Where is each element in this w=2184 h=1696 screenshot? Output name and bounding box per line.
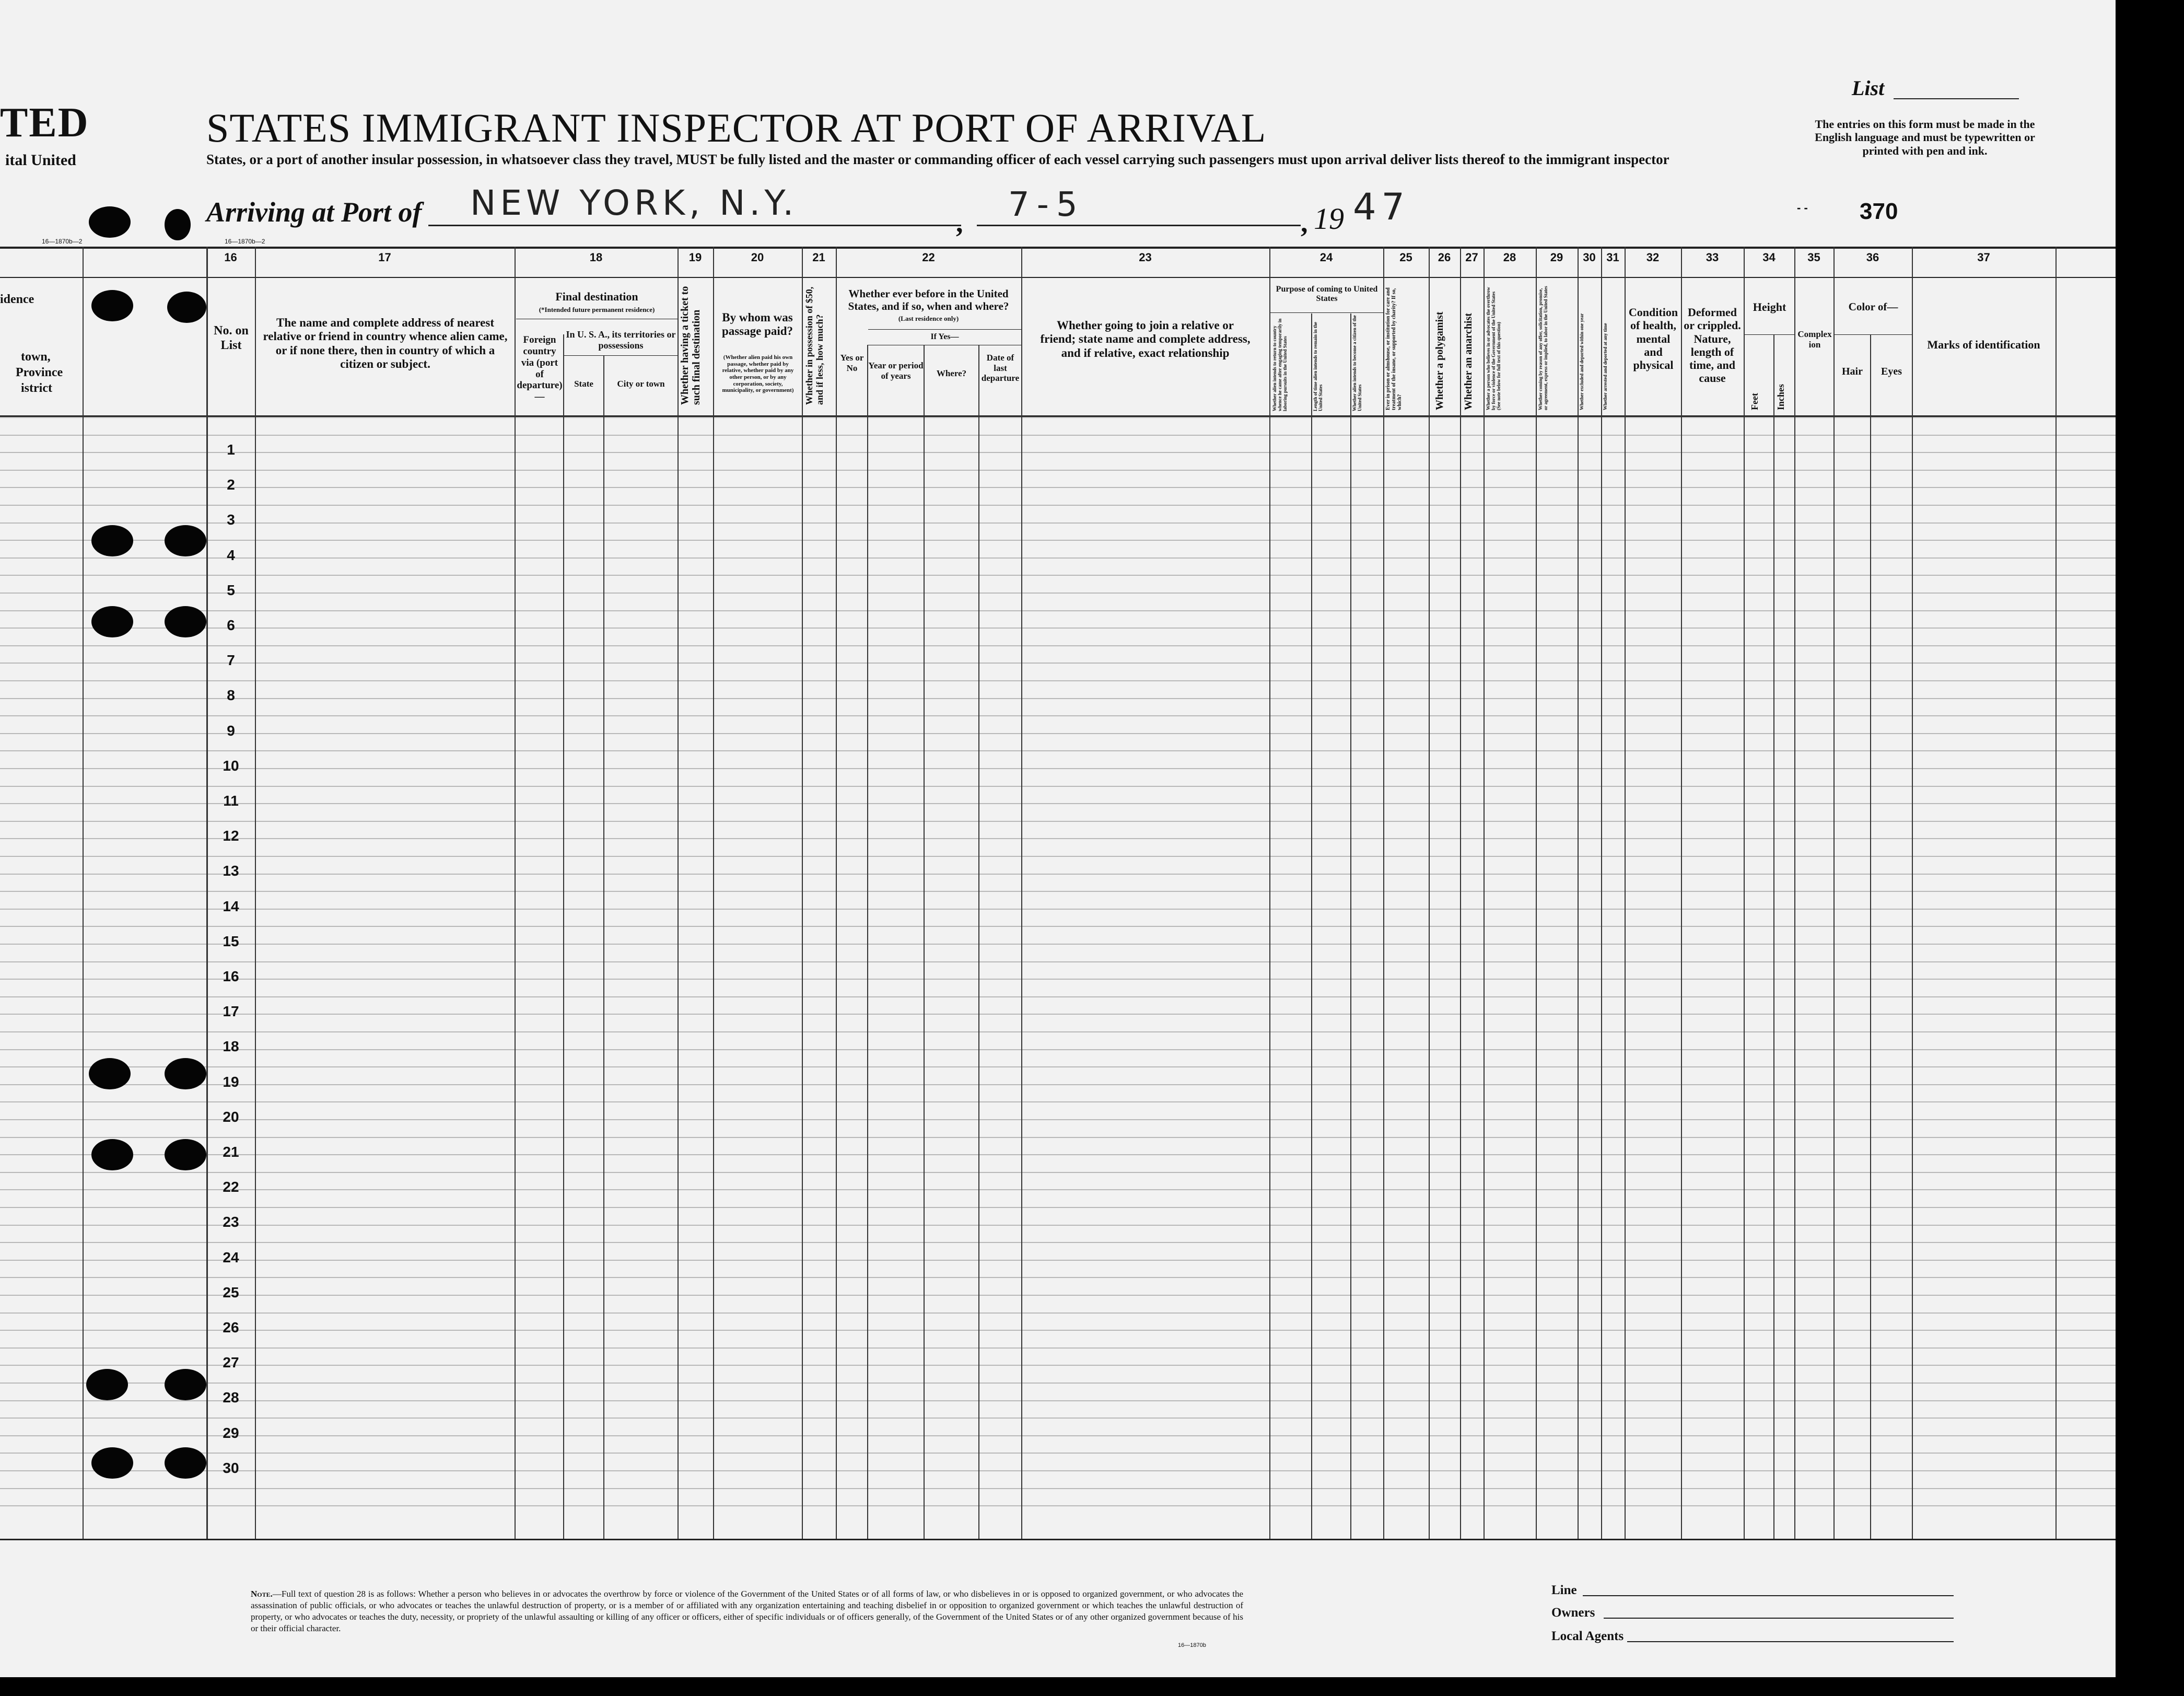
col-number: 18 [589,251,603,264]
residence-fragment: idence [0,293,34,306]
header-yes-or-no: Yes or No [840,353,864,373]
punch-hole [165,1447,206,1479]
col-number: 32 [1646,251,1660,264]
col-number: 25 [1399,251,1412,264]
col-divider [1870,334,1871,1539]
row-number: 30 [223,1459,239,1476]
footer-note-text: —Full text of question 28 is as follows: Whether a person who believes in or advocates the overthrow by force or violence of the Government of the United States or of all forms of law, or who disbelieves in or is opposed to organized government, or who advocates the assassination of public officials, or who advocates or teaches the unlawful destruction of property, or is a member of or affiliated with any organization entertaining and teaching disbelief in or opposition to organized government or which teaches the unlawful destruction of property, or who advocates or teaches the duty, necessity, or propriety of the unlawful assaulting or killing of any officer or officers, either of specific individuals or of officers generally, of the Government of the United States or of any other organized government because of his or their official character. [251,1589,1243,1634]
row-number: 26 [223,1319,239,1335]
row-rule [0,1488,2116,1489]
col-divider [1681,247,1682,1539]
form-code-mid: 16—1870b—2 [225,238,265,245]
list-number-line [1894,98,2019,99]
row-rule [0,1084,2116,1085]
col-number: 37 [1977,251,1990,264]
col-divider [1833,247,1835,1539]
date-handwritten: 7-5 [1008,185,1085,224]
col-divider [563,334,564,1539]
row-rule [0,1312,2116,1314]
row-rule [0,1347,2116,1349]
town-fragment: town, [21,350,51,364]
row-rule [0,610,2116,611]
row-rule [0,540,2116,541]
header-city-or-town: City or town [617,379,665,389]
col-divider [1269,247,1270,1539]
form-instructions: The entries on this form must be made in the English language and must be typewritten or printed with pen and ink. [1815,118,2035,157]
row-rule [0,1435,2116,1436]
row-number: 29 [223,1424,239,1441]
row-number: 18 [223,1038,239,1055]
subheader-line [868,329,1021,330]
row-rule [0,979,2116,980]
row-rule [0,944,2116,945]
row-rule [0,838,2116,839]
col-divider [802,247,803,1539]
row-number: 15 [223,933,239,949]
column-number-divider [0,277,2116,278]
row-rule [0,1418,2116,1419]
col-divider [867,345,868,1539]
row-rule [0,891,2116,892]
footer-note [251,1588,1243,1634]
header-excluded: Whether excluded and deported within one year [1579,313,1584,410]
header-last-residence: (Last residence only) [898,315,959,322]
row-number: 20 [223,1108,239,1125]
province-fragment: Province [16,366,63,379]
row-number: 23 [223,1214,239,1230]
punch-hole [165,525,206,556]
header-date-last-departure: Date of last departure [981,353,1020,384]
row-rule [0,786,2116,787]
header-overthrow: Whether a person who believes in or advocates the overthrow by force or violence of the Government of the United States (See note below for full text of this question) [1486,287,1501,410]
col-divider [1625,247,1626,1539]
col-divider [1744,247,1745,1539]
row-rule [0,1453,2116,1454]
punch-hole [167,292,206,323]
row-rule [0,874,2116,875]
header-in-usa: In U. S. A., its territories or possessions [566,329,676,351]
punch-hole [165,1369,206,1400]
header-purpose-citizen: Whether alien intends to become a citizen of the United States [1352,315,1362,411]
row-rule [0,417,2116,418]
table-top-border [0,247,2116,249]
footer-line-rule [1583,1595,1954,1596]
punch-hole [89,1058,131,1089]
district-fragment: istrict [21,381,52,395]
row-number: 9 [227,722,235,739]
footer-line-label: Line [1551,1583,1577,1597]
row-rule [0,698,2116,699]
col-divider [713,247,714,1539]
col-divider [1773,334,1774,1539]
header-color-of: Color of— [1848,300,1898,313]
header-passage-paid: By whom was passage paid? [721,311,793,338]
col-divider [1536,247,1537,1539]
row-rule [0,715,2116,716]
col-number: 16 [224,251,237,264]
sheet-dots: - - [1797,201,1808,214]
header-arrested: Whether arrested and deported at any time [1603,323,1608,410]
row-number: 3 [227,512,235,528]
row-number: 10 [223,757,239,774]
row-rule [0,750,2116,751]
punch-hole [165,1058,206,1089]
row-number: 14 [223,898,239,914]
col-divider [1601,247,1602,1539]
col-number: 31 [1606,251,1619,264]
footer-owners-label: Owners [1551,1606,1595,1620]
header-polygamist: Whether a polygamist [1434,311,1445,410]
row-rule [0,1066,2116,1067]
col-divider [603,355,604,1539]
row-rule [0,1383,2116,1384]
header-if-yes: If Yes— [930,332,959,341]
row-rule [0,1207,2116,1208]
col-divider [678,247,679,1539]
row-number: 21 [223,1144,239,1160]
col-number: 19 [688,251,702,264]
header-final-destination: Final destination [555,290,638,303]
row-number: 5 [227,582,235,598]
row-rule [0,680,2116,681]
row-number: 2 [227,477,235,493]
row-rule [0,1242,2116,1243]
header-deformed: Deformed or crippled. Nature, length of time, and cause [1684,306,1741,385]
header-foreign-country: Foreign country via (port of departure)— [517,334,563,403]
row-rule [0,961,2116,962]
footer-agents-label: Local Agents [1551,1629,1624,1643]
col-number: 26 [1438,251,1451,264]
col-divider [1383,247,1384,1539]
subheader-line [1745,334,1794,335]
col-divider [1484,247,1485,1539]
title-fragment-left: TED [0,100,89,146]
row-rule [0,1119,2116,1120]
header-feet: Feet [1749,393,1760,410]
row-rule [0,628,2116,629]
row-number: 27 [223,1354,239,1371]
row-number: 22 [223,1179,239,1195]
punch-hole [91,290,133,321]
header-hair: Hair [1842,366,1863,377]
col-divider [515,247,516,1539]
table-bottom-border [0,1539,2116,1540]
header-complexion: Complexion [1797,329,1832,350]
row-rule [0,487,2116,488]
date-line [977,225,1301,226]
col-divider [255,247,256,1539]
row-rule [0,1137,2116,1138]
col-number: 34 [1762,251,1776,264]
header-ticket: Whether having a ticket to such final destination [679,286,702,405]
header-condition-health: Condition of health, mental and physical [1628,306,1678,372]
subheader-line [1270,312,1383,313]
list-label: List [1852,76,1885,100]
punch-hole [89,206,131,238]
row-rule [0,803,2116,804]
col-divider [1429,247,1430,1539]
row-rule [0,1101,2116,1102]
col-number: 20 [751,251,764,264]
year-handwritten: 47 [1353,185,1410,228]
row-number: 8 [227,687,235,704]
header-prison: Ever in prison or almshouse, or institution for care and treatment of the insane, or supported by charity? If so, which? [1385,287,1403,410]
sheet-number: 370 [1860,199,1898,224]
header-purpose-return: Whether alien intends to return to country whence he came after engaging temporarily in laboring pursuits in the United States [1272,318,1288,411]
header-nearest-relative: The name and complete address of nearest relative or friend in country whence alien came, or if none there, then in country of which a citizen or subject. [263,316,508,371]
header-anarchist: Whether an anarchist [1463,313,1474,410]
row-rule [0,1400,2116,1401]
subheader-line [564,355,678,356]
form-code-left: 16—1870b—2 [42,238,83,245]
header-purpose: Purpose of coming to United States [1276,285,1378,304]
punch-hole [91,1139,133,1170]
arriving-label: Arriving at Port of [206,196,422,228]
col-number: 22 [922,251,935,264]
row-rule [0,645,2116,646]
header-marks-identification: Marks of identification [1927,338,2040,351]
row-number: 6 [227,617,235,633]
header-passage-paid-note: (Whether alien paid his own passage, whether paid by relative, whether paid by any other person, or by any corporation, society, municipality, or government) [722,354,794,394]
header-inches: Inches [1776,384,1786,410]
col-divider [1021,247,1022,1539]
row-number: 7 [227,652,235,669]
port-line [428,225,961,226]
row-rule [0,1031,2116,1032]
row-number: 13 [223,863,239,879]
footer-form-code: 16—1870b [1178,1642,1206,1648]
col-divider [83,247,84,1539]
row-rule [0,733,2116,734]
row-number: 28 [223,1389,239,1406]
row-rule [0,1172,2116,1173]
row-rule [0,575,2116,576]
punch-hole [165,209,191,240]
col-number: 33 [1706,251,1719,264]
header-final-destination-note: (*Intended future permanent residence) [539,306,655,313]
punch-hole [91,606,133,637]
row-rule [0,522,2116,524]
row-rule [0,1225,2116,1226]
col-divider [1460,247,1461,1539]
col-number: 30 [1583,251,1596,264]
row-rule [0,557,2116,559]
row-rule [0,663,2116,664]
col-number: 24 [1319,251,1333,264]
page-title: STATES IMMIGRANT INSPECTOR AT PORT OF ARRIVAL [206,105,1267,150]
header-labor-offer: Whether coming by reason of any offer, solicitation, promise, or agreement, express or implied, to labor in the United States [1538,286,1548,410]
row-number: 4 [227,547,235,563]
col-number: 36 [1866,251,1879,264]
row-rule [0,768,2116,769]
subtitle-fragment-left: ital United [5,152,76,169]
row-rule [0,1049,2116,1050]
row-number: 16 [223,968,239,984]
col-number: 27 [1465,251,1478,264]
header-year-or-period: Year or period of years [868,361,924,381]
row-rule [0,1189,2116,1190]
year-prefix: 19 [1314,202,1344,236]
footer-agents-rule [1627,1641,1954,1642]
row-number: 19 [223,1073,239,1090]
row-number: 17 [223,1003,239,1020]
col-number: 23 [1139,251,1152,264]
comma-separator: , [956,207,963,238]
punch-hole [165,1139,206,1170]
col-divider [836,247,837,1539]
row-rule [0,1470,2116,1471]
col-divider [978,345,979,1539]
col-number: 17 [378,251,391,264]
row-number: 24 [223,1249,239,1265]
header-ever-before: Whether ever before in the United States, and if so, when and where? [848,287,1009,313]
col-divider [924,345,925,1539]
row-rule [0,452,2116,453]
row-rule [0,1295,2116,1296]
port-handwritten: NEW YORK, N.Y. [470,183,798,223]
row-rule [0,593,2116,594]
footer-owners-rule [1604,1618,1954,1619]
col-number: 28 [1503,251,1516,264]
row-rule [0,1154,2116,1155]
row-rule [0,996,2116,997]
col-number: 35 [1807,251,1820,264]
col-divider [1912,247,1913,1539]
row-number: 25 [223,1284,239,1300]
header-eyes: Eyes [1881,366,1902,377]
header-where: Where? [936,368,967,378]
footer-note-label: Note. [251,1589,273,1599]
col-divider [1794,247,1795,1539]
col-divider [2055,247,2057,1539]
col-divider [1311,313,1312,1539]
punch-hole [91,525,133,556]
row-rule [0,926,2116,927]
row-rule [0,1260,2116,1261]
col-number: 21 [812,251,825,264]
header-purpose-length: Length of time alien intends to remain in the United States [1313,322,1323,411]
page-subtitle: States, or a port of another insular possession, in whatsoever class they travel, MUST be fully listed and the master or commanding officer of each vessel carrying such passengers must upon arrival deliver lists thereof to the immigrant inspector [206,152,1669,167]
header-join-relative: Whether going to join a relative or friend; state name and complete address, and if relative, exact relationship [1040,319,1251,359]
header-fifty-dollars: Whether in possession of $50, and if less, how much? [804,286,825,405]
col-divider [1578,247,1579,1539]
row-rule [0,435,2116,436]
row-rule [0,909,2116,910]
col-divider [206,247,208,1539]
row-rule [0,1505,2116,1506]
comma-separator-2: , [1301,207,1308,238]
subheader-line [1835,334,1912,335]
row-rule [0,1277,2116,1278]
row-rule [0,1014,2116,1015]
punch-hole [165,606,206,637]
row-number: 11 [223,793,239,809]
punch-hole [86,1369,128,1400]
header-no-on-list: No. on List [214,324,249,352]
row-rule [0,1330,2116,1331]
punch-hole [91,1447,133,1479]
row-rule [0,505,2116,506]
col-number: 29 [1550,251,1563,264]
col-divider [1350,313,1351,1539]
row-number: 1 [227,442,235,458]
row-number: 12 [223,828,239,844]
header-state: State [574,379,593,389]
header-height: Height [1753,300,1786,313]
row-rule [0,470,2116,471]
row-rule [0,821,2116,822]
row-rule [0,1365,2116,1366]
row-rule [0,856,2116,857]
